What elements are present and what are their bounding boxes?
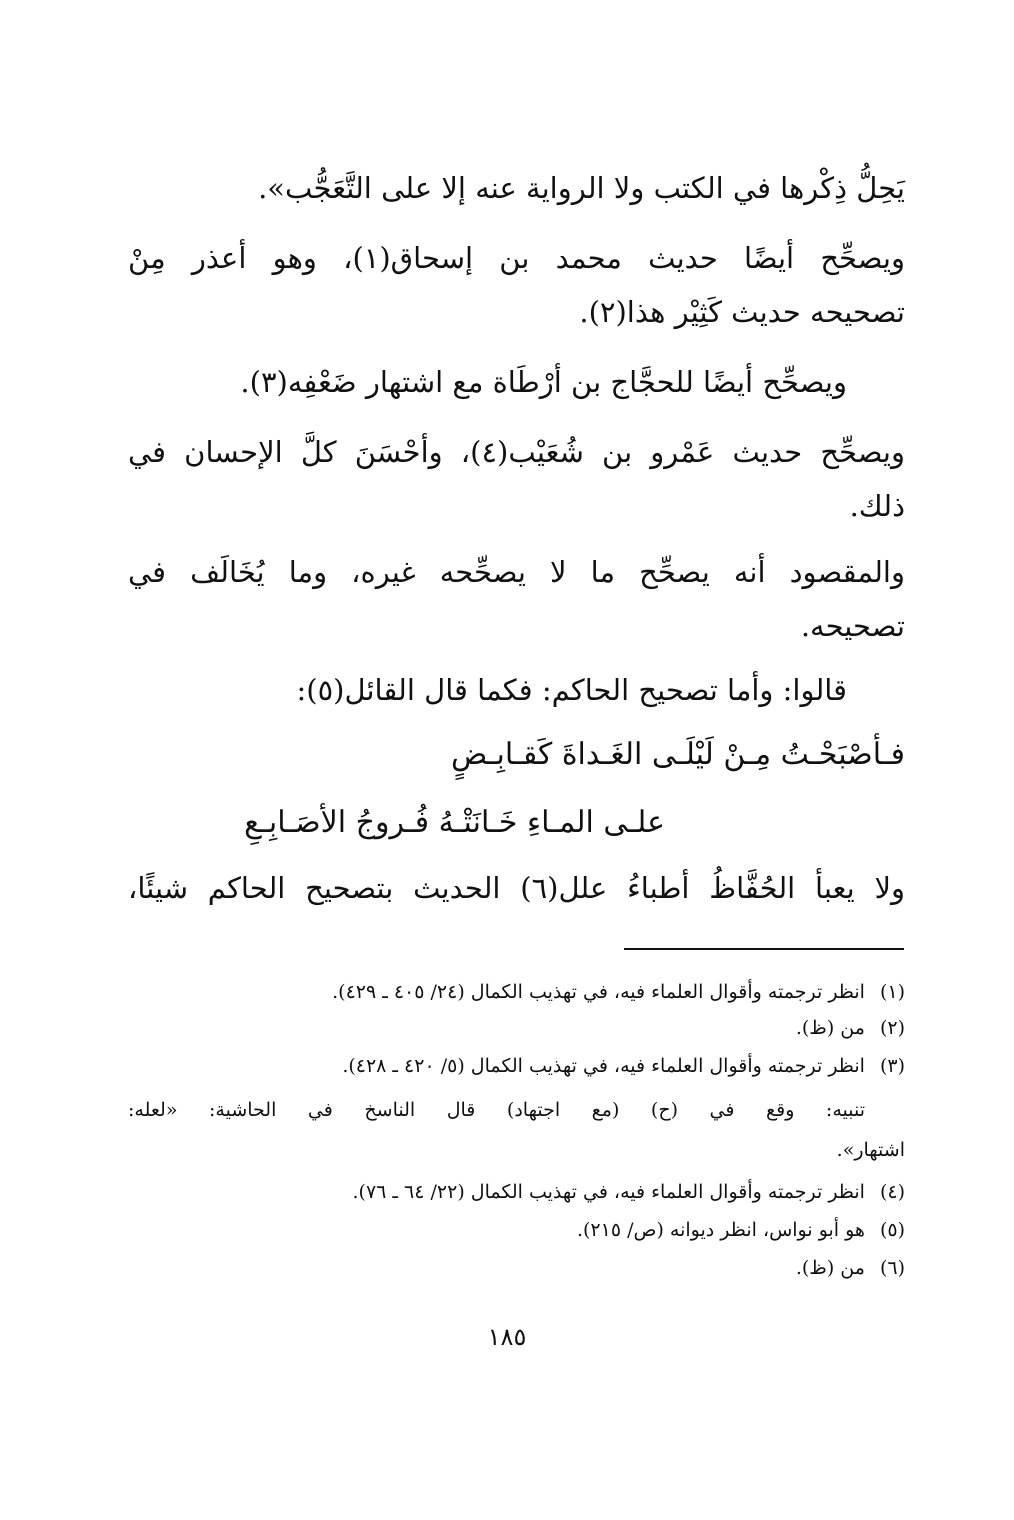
footnote-text: من (ظ). <box>795 1257 865 1279</box>
poem-verse-second-hemistich: علـى المـاءِ خَـانَتْـهُ فُـروجُ الأصَـابِـعِ <box>244 805 665 840</box>
body-line: قالوا: وأما تصحيح الحاكم: فكما قال القائل(٥): <box>296 673 847 707</box>
footnote-number: (١) <box>879 981 905 1003</box>
footnote-number: (٦) <box>879 1257 905 1279</box>
footnote-note: اشتهار». <box>836 1139 905 1161</box>
footnote <box>128 978 905 1006</box>
poem-verse-first-hemistich: فـأصْبَحْـتُ مِـنْ لَيْلَـى الغَـداةَ كَقـابِـضٍ <box>451 737 905 772</box>
footnote-separator <box>624 948 904 950</box>
footnote-note: تنبيه: وقع في (ح) (مع اجتهاد) قال الناسخ في الحاشية: «لعله: <box>128 1099 865 1121</box>
footnote-text: انظر ترجمته وأقوال العلماء فيه، في تهذيب الكمال (٢٢/ ٦٤ ـ ٧٦). <box>352 1181 865 1203</box>
body-line: ذلك. <box>849 489 905 523</box>
body-line: ويصحِّح أيضًا حديث محمد بن إسحاق(١)، وهو أعذر مِنْ <box>128 241 905 275</box>
footnote <box>128 1014 905 1042</box>
footnote <box>128 1254 905 1282</box>
body-line: تصحيحه. <box>800 609 905 643</box>
body-line: تصحيحه حديث كَثِيْر هذا(٢). <box>579 295 905 329</box>
footnote-number: (٤) <box>879 1181 905 1203</box>
footnote <box>128 1178 905 1206</box>
footnote-text: انظر ترجمته وأقوال العلماء فيه، في تهذيب الكمال (٢٤/ ٤٠٥ ـ ٤٢٩). <box>332 981 865 1003</box>
footnote-text: هو أبو نواس، انظر ديوانه (ص/ ٢١٥). <box>576 1219 865 1241</box>
footnote-number: (٣) <box>879 1055 905 1077</box>
footnote-text: انظر ترجمته وأقوال العلماء فيه، في تهذيب الكمال (٥/ ٤٢٠ ـ ٤٢٨). <box>342 1055 865 1077</box>
body-line: ويصحِّح أيضًا للحجَّاج بن أرْطَاة مع اشتهار ضَعْفِه(٣). <box>240 365 847 399</box>
body-line: يَحِلُّ ذِكْرها في الكتب ولا الرواية عنه إلا على التَّعَجُّب». <box>258 171 905 205</box>
footnote <box>128 1052 905 1080</box>
body-line: والمقصود أنه يصحِّح ما لا يصحِّحه غيره، وما يُخَالَف في <box>128 555 905 589</box>
body-line: ولا يعبأ الحُفَّاظُ أطباءُ علل(٦) الحديث بتصحيح الحاكم شيئًا، <box>128 871 905 905</box>
footnote <box>128 1216 905 1244</box>
page-number: ١٨٥ <box>487 1323 527 1351</box>
body-line: ويصحِّح حديث عَمْرو بن شُعَيْب(٤)، وأحْسَنَ كلَّ الإحسان في <box>128 435 905 469</box>
footnote-number: (٢) <box>879 1017 905 1039</box>
footnote-number: (٥) <box>879 1219 905 1241</box>
footnote-text: من (ظ). <box>795 1017 865 1039</box>
